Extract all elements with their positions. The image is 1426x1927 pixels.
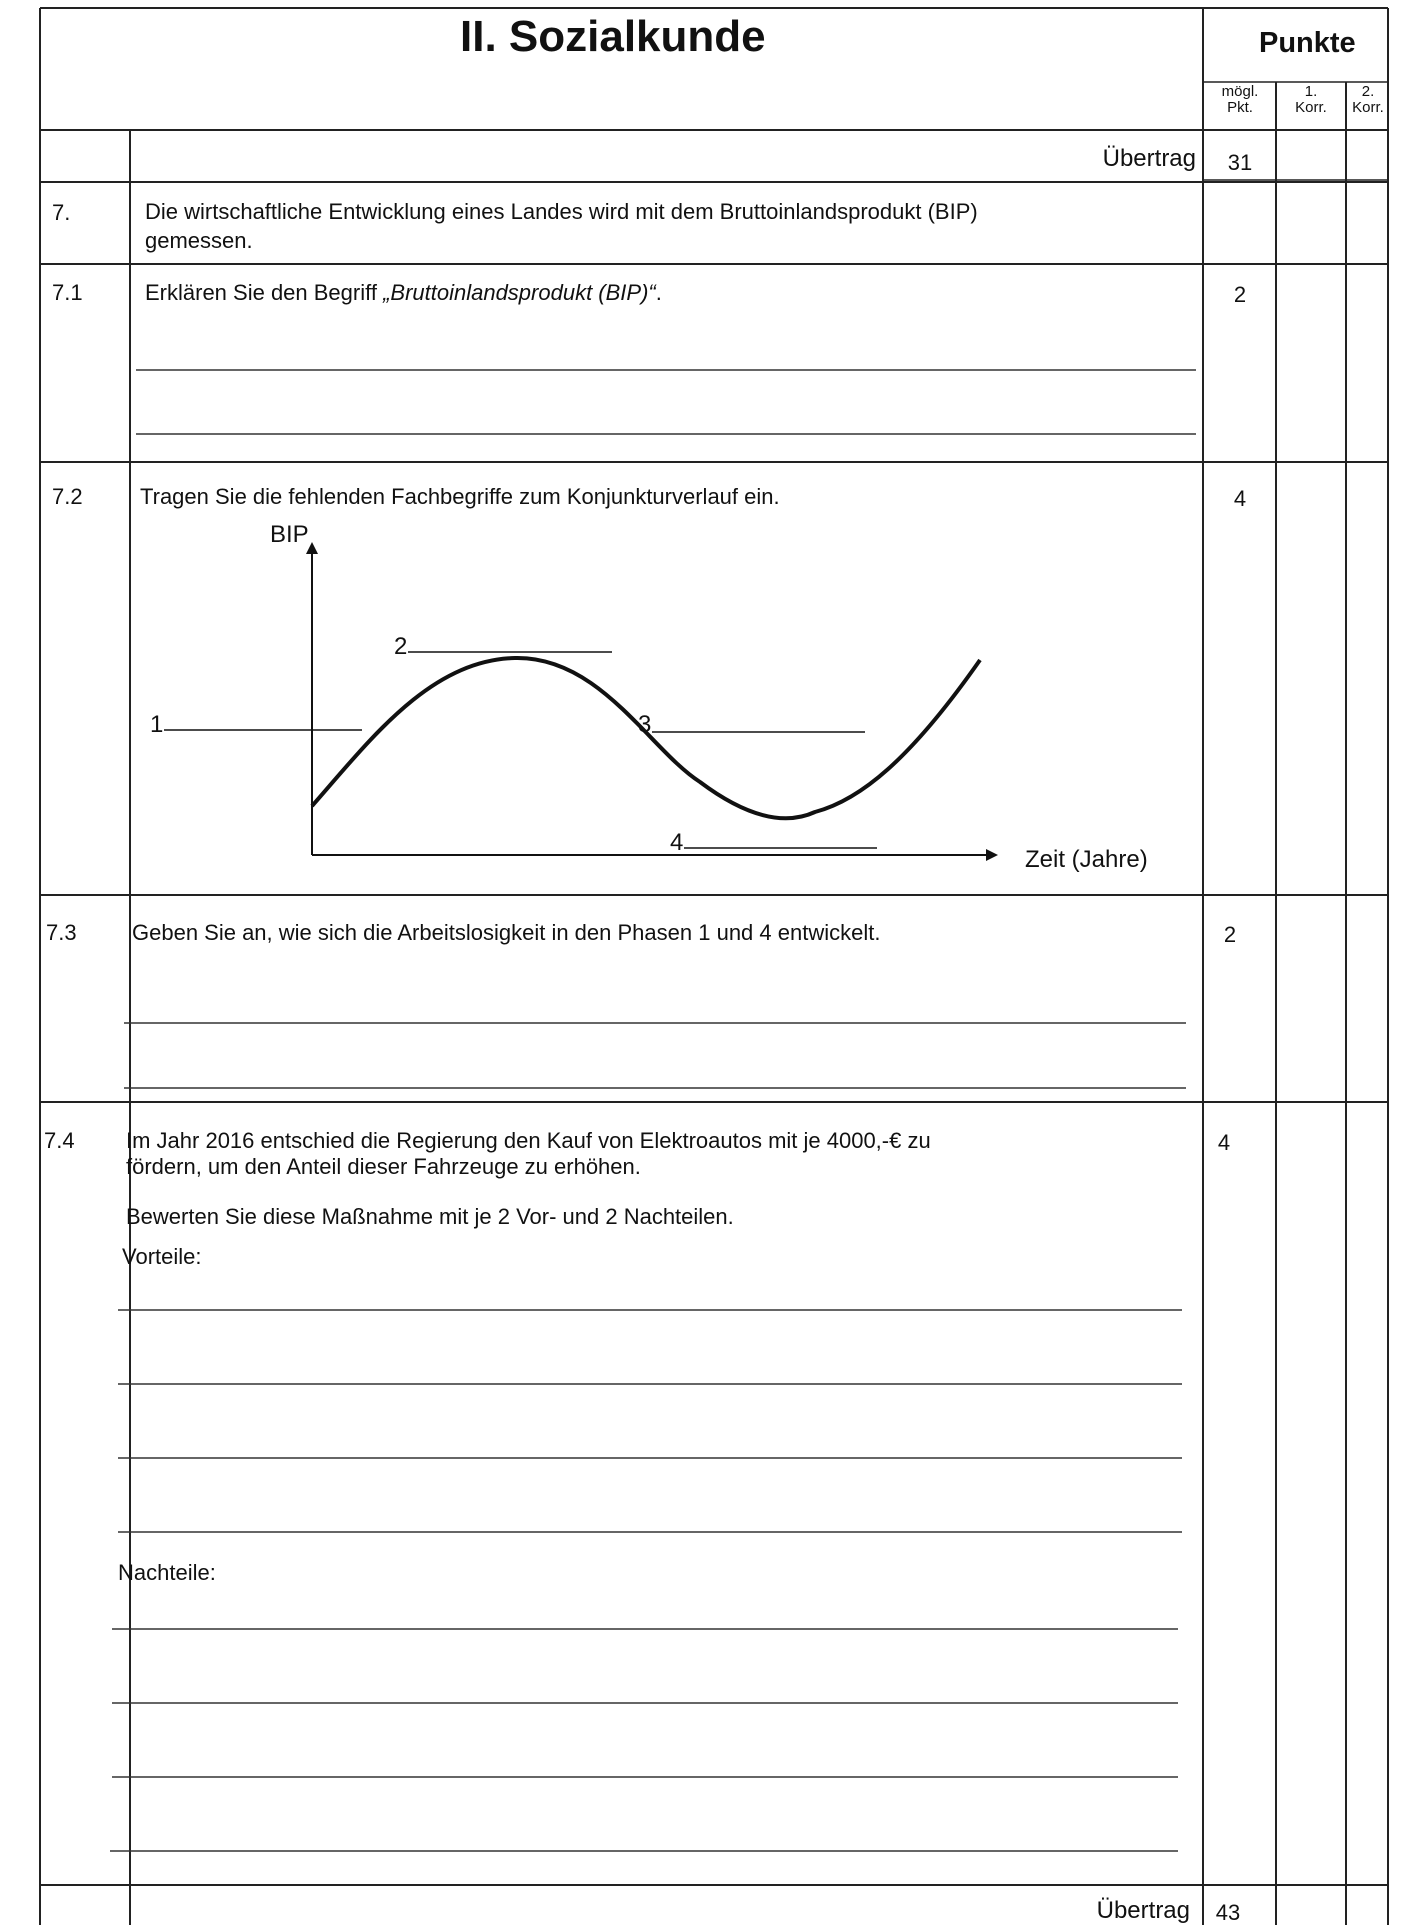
task-number: 7. bbox=[52, 200, 71, 225]
col-possible-line1: mögl. bbox=[1221, 83, 1259, 100]
task-text-suffix: . bbox=[655, 280, 662, 305]
carry-top-value: 31 bbox=[1227, 150, 1253, 175]
carry-bottom-value: 43 bbox=[1215, 1900, 1241, 1925]
col-corr1-line2: Korr. bbox=[1295, 99, 1327, 116]
phase-label-2: 2 bbox=[394, 633, 408, 660]
task-number: 7.4 bbox=[44, 1128, 75, 1153]
possible-points: 2 bbox=[1233, 282, 1247, 307]
task-instruction: Bewerten Sie diese Maßnahme mit je 2 Vor- und 2 Nachteilen. bbox=[126, 1204, 734, 1229]
col-possible-line2: Pkt. bbox=[1227, 99, 1253, 116]
col-corr2-line1: 2. bbox=[1361, 83, 1375, 100]
task-number: 7.3 bbox=[46, 920, 77, 945]
col-corr1-line1: 1. bbox=[1304, 83, 1318, 100]
possible-points: 4 bbox=[1233, 486, 1247, 511]
possible-points: 2 bbox=[1223, 922, 1237, 947]
col-corr2-line2: Korr. bbox=[1352, 99, 1384, 116]
task-number: 7.1 bbox=[52, 280, 83, 305]
task-text: Tragen Sie die fehlenden Fachbegriffe zum Konjunkturverlauf ein. bbox=[140, 484, 780, 509]
task-text-line: fördern, um den Anteil dieser Fahrzeuge zu erhöhen. bbox=[126, 1154, 641, 1179]
phase-label-1: 1 bbox=[150, 711, 164, 738]
task-term: „Bruttoinlandsprodukt (BIP)“ bbox=[383, 280, 656, 305]
carry-top-label: Übertrag bbox=[1102, 145, 1196, 172]
task-text: Geben Sie an, wie sich die Arbeitslosigkeit in den Phasen 1 und 4 entwickelt. bbox=[132, 920, 881, 945]
col-second-correction bbox=[1348, 84, 1388, 116]
disadvantages-label: Nachteile: bbox=[118, 1560, 216, 1585]
phase-label-3: 3 bbox=[638, 711, 652, 738]
col-possible-points bbox=[1208, 84, 1272, 116]
task-number: 7.2 bbox=[52, 484, 83, 509]
possible-points: 4 bbox=[1217, 1130, 1231, 1155]
task-text-prefix: Erklären Sie den Begriff bbox=[145, 280, 384, 305]
phase-label-4: 4 bbox=[670, 829, 684, 856]
task-text-line: Im Jahr 2016 entschied die Regierung den Kauf von Elektroautos mit je 4000,-€ zu bbox=[126, 1128, 931, 1153]
x-axis-label: Zeit (Jahre) bbox=[1025, 846, 1148, 873]
task-text bbox=[145, 280, 662, 306]
task-text-line: Die wirtschaftliche Entwicklung eines Landes wird mit dem Bruttoinlandsprodukt (BIP) bbox=[145, 199, 978, 224]
business-cycle-curve bbox=[312, 658, 980, 818]
business-cycle-diagram bbox=[140, 510, 1190, 890]
y-axis-label: BIP bbox=[270, 521, 309, 548]
carry-bottom-label: Übertrag bbox=[1096, 1897, 1190, 1924]
advantages-label: Vorteile: bbox=[122, 1244, 202, 1269]
task-text-line: gemessen. bbox=[145, 228, 253, 253]
points-header: Punkte bbox=[1259, 27, 1356, 59]
page-title: II. Sozialkunde bbox=[460, 12, 766, 61]
col-first-correction bbox=[1280, 84, 1342, 116]
